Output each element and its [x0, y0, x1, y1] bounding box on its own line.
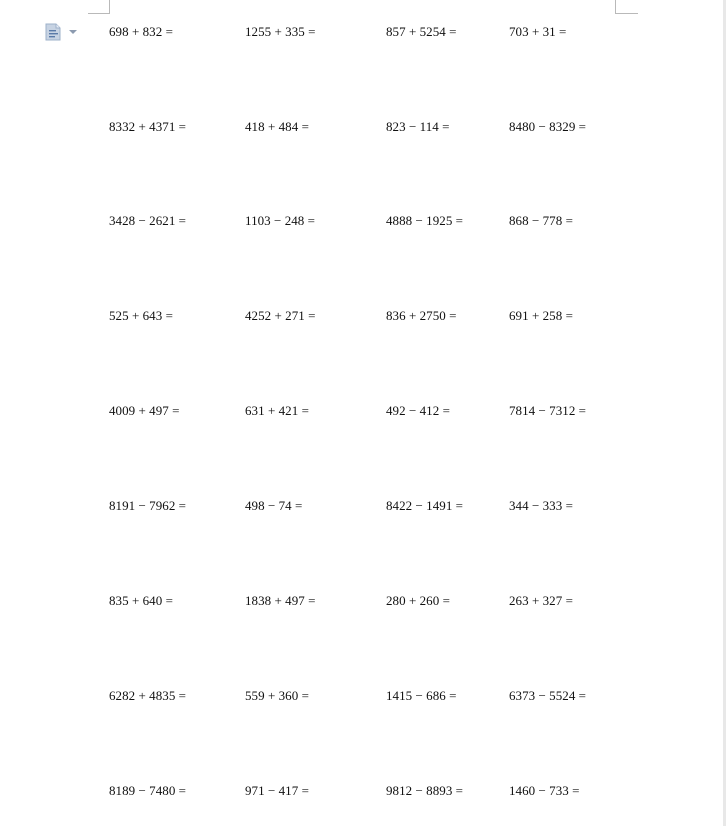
problem-row	[0, 307, 726, 325]
math-problem: 835 + 640 =	[109, 593, 173, 608]
math-problem: 1103 − 248 =	[245, 213, 316, 228]
math-problem: 492 − 412 =	[386, 403, 450, 418]
math-problem: 823 − 114 =	[386, 119, 450, 134]
math-problem: 280 + 260 =	[386, 593, 450, 608]
problem-row	[0, 118, 726, 136]
math-problem: 698 + 832 =	[109, 24, 173, 39]
math-problem: 836 + 2750 =	[386, 308, 457, 323]
math-problem: 8422 − 1491 =	[386, 498, 464, 513]
math-problem: 1415 − 686 =	[386, 688, 457, 703]
math-problem: 8332 + 4371 =	[109, 119, 187, 134]
problem-row	[0, 212, 726, 230]
problem-row	[0, 782, 726, 800]
math-problem: 418 + 484 =	[245, 119, 309, 134]
math-problem: 9812 − 8893 =	[386, 783, 464, 798]
math-problem: 8191 − 7962 =	[109, 498, 187, 513]
math-problem: 1838 + 497 =	[245, 593, 316, 608]
math-problem: 703 + 31 =	[509, 24, 567, 39]
math-problem: 7814 − 7312 =	[509, 403, 587, 418]
math-problem: 631 + 421 =	[245, 403, 309, 418]
math-problem: 4252 + 271 =	[245, 308, 316, 323]
math-problem: 8189 − 7480 =	[109, 783, 187, 798]
problem-row	[0, 687, 726, 705]
math-problem: 3428 − 2621 =	[109, 213, 187, 228]
math-problem: 8480 − 8329 =	[509, 119, 587, 134]
problem-row	[0, 497, 726, 515]
math-problem: 525 + 643 =	[109, 308, 173, 323]
math-problem: 4888 − 1925 =	[386, 213, 464, 228]
problem-row	[0, 402, 726, 420]
math-problem: 6282 + 4835 =	[109, 688, 187, 703]
problem-row	[0, 592, 726, 610]
math-problem: 344 − 333 =	[509, 498, 573, 513]
math-problem: 971 − 417 =	[245, 783, 309, 798]
math-problem: 691 + 258 =	[509, 308, 573, 323]
math-problem: 6373 − 5524 =	[509, 688, 587, 703]
math-problem: 1460 − 733 =	[509, 783, 580, 798]
math-problem: 4009 + 497 =	[109, 403, 180, 418]
math-problem: 498 − 74 =	[245, 498, 303, 513]
problem-row	[0, 23, 726, 41]
math-problem: 1255 + 335 =	[245, 24, 316, 39]
math-problem: 857 + 5254 =	[386, 24, 457, 39]
math-problem: 559 + 360 =	[245, 688, 309, 703]
math-problem: 868 − 778 =	[509, 213, 573, 228]
math-problem: 263 + 327 =	[509, 593, 573, 608]
